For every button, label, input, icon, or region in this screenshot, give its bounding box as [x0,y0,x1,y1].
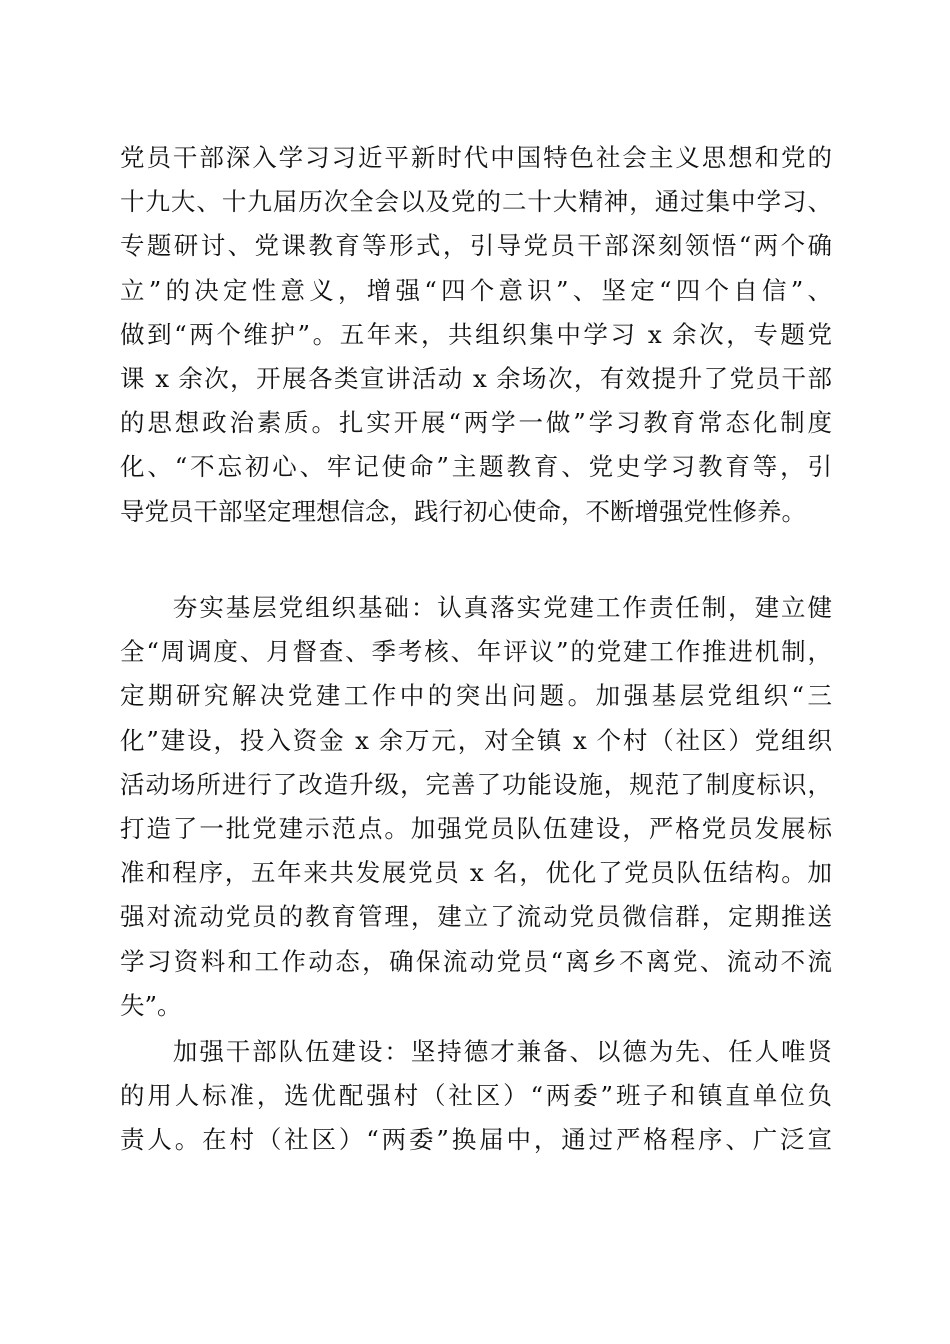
text-line: 打造了一批党建示范点。加强党员队伍建设，严格党员发展标 [120,813,832,843]
text-line: 加强干部队伍建设：坚持德才兼备、以德为先、任人唯贤 [120,1037,832,1066]
text-line: 学习资料和工作动态，确保流动党员“离乡不离党、流动不流 [120,946,832,976]
text-line: 导党员干部坚定理想信念，践行初心使命，不断增强党性修养。 [120,496,806,526]
text-line: 专题研讨、党课教育等形式，引导党员干部深刻领悟“两个确 [120,231,832,261]
text-line: 责人。在村（社区）“两委”换届中，通过严格程序、广泛宣 [120,1125,832,1155]
text-line: 十九大、十九届历次全会以及党的二十大精神，通过集中学习、 [120,187,832,217]
paragraph-3 [120,1030,832,1163]
text-line: 定期研究解决党建工作中的突出问题。加强基层党组织“三 [120,681,832,711]
paragraph-2 [120,586,832,1028]
text-line: 党员干部深入学习习近平新时代中国特色社会主义思想和党的 [120,143,832,172]
text-line: 的思想政治素质。扎实开展“两学一做”学习教育常态化制度 [120,408,832,438]
text-line: 课 x 余次，开展各类宣讲活动 x 余场次，有效提升了党员干部 [120,363,832,393]
text-line: 做到“两个维护”。五年来，共组织集中学习 x 余次，专题党 [120,319,832,349]
text-line: 立”的决定性意义，增强“四个意识”、坚定“四个自信”、 [120,275,832,305]
text-line: 夯实基层党组织基础：认真落实党建工作责任制，建立健 [120,593,832,622]
text-line: 化”建设，投入资金 x 余万元，对全镇 x 个村（社区）党组织 [120,725,832,755]
text-line: 失”。 [120,990,182,1020]
paragraph-1 [120,136,832,534]
text-line: 化、“不忘初心、牢记使命”主题教育、党史学习教育等，引 [120,452,832,482]
text-line: 活动场所进行了改造升级，完善了功能设施，规范了制度标识， [120,769,832,799]
text-line: 准和程序，五年来共发展党员 x 名，优化了党员队伍结构。加 [120,858,832,888]
text-line: 的用人标准，选优配强村（社区）“两委”班子和镇直单位负 [120,1081,832,1111]
text-line: 强对流动党员的教育管理，建立了流动党员微信群，定期推送 [120,902,832,932]
text-line: 全“周调度、月督查、季考核、年评议”的党建工作推进机制， [120,637,832,667]
